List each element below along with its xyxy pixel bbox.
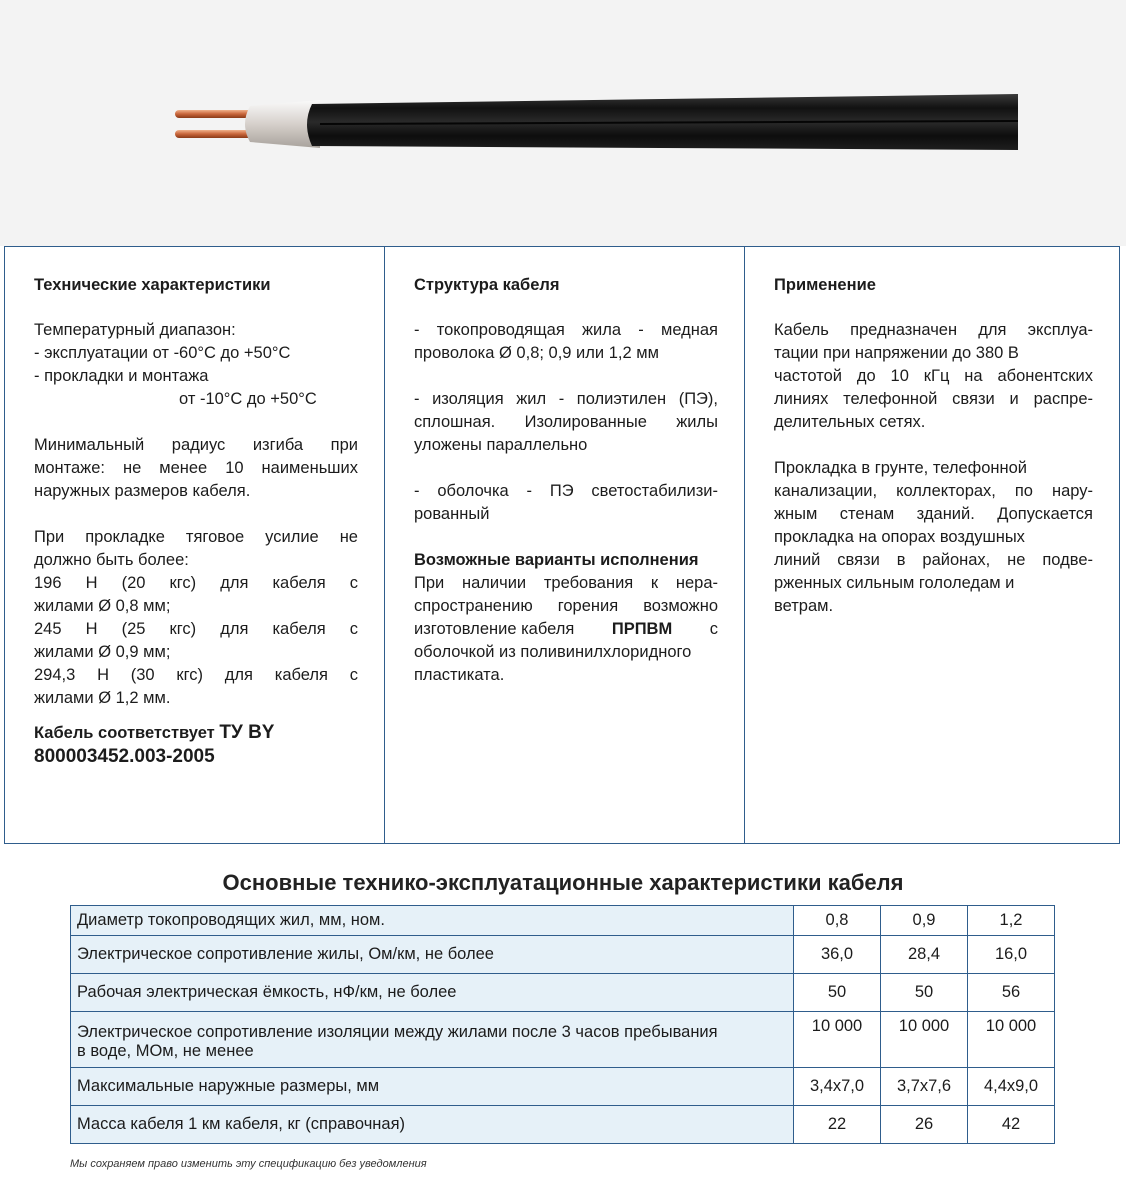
tech-specs-column [5,247,384,843]
value-cell: 26 [881,1106,968,1144]
variants-text: изготовление кабеля [414,620,575,638]
text-line: спространению горения возможно [414,597,718,615]
application-purpose [774,319,1093,434]
text-line: прокладка на опорах воздушных [774,528,1025,546]
text-line: 294,3 Н (30 кгс) для кабеля с [34,666,358,684]
text-line: линиях телефонной связи и распре- [774,390,1093,408]
temperature-range [34,319,358,411]
text-line [414,618,718,641]
text-line: канализации, коллекторах, по нару- [774,482,1093,500]
text-line: - токопроводящая жила - медная [414,321,718,339]
value-cell: 3,7x7,6 [881,1068,968,1106]
structure-heading: Структура кабеля [414,276,560,294]
variants-heading: Возможные варианты исполнения [414,551,699,569]
sheath [414,480,718,526]
value-cell: 10 000 [794,1012,881,1068]
table-row [71,1012,1055,1068]
text-line: - оболочка - ПЭ светостабилизи- [414,482,718,500]
application-installation [774,457,1093,618]
text-line: жилами Ø 1,2 мм. [34,689,171,707]
application-column [744,247,1119,843]
compliance [34,721,358,769]
text-line: При наличии требования к нера- [414,574,718,592]
value-cell: 50 [794,974,881,1012]
value-cell: 42 [968,1106,1055,1144]
text-line: жным стенам зданий. Допускается [774,505,1093,523]
brand-name: ПРПВМ [611,620,673,638]
value-cell: 28,4 [881,936,968,974]
value-cell: 22 [794,1106,881,1144]
table-row [71,906,1055,936]
text-line: уложены параллельно [414,436,588,454]
variants [414,549,718,687]
cable-image [0,0,1126,246]
text-line: сплошная. Изолированные жилы [414,413,718,431]
row-label: Электрическое сопротивление жилы, Ом/км, не более [71,936,794,974]
insulation [414,388,718,457]
compliance-label: Кабель соответствует [34,724,215,742]
text-line: Минимальный радиус изгиба при [34,436,358,454]
value-cell: 10 000 [968,1012,1055,1068]
specs-table [70,905,1055,1144]
text-line: жилами Ø 0,9 мм; [34,643,171,661]
text-line: Кабель предназначен для эксплуа- [774,321,1093,339]
value-cell: 50 [881,974,968,1012]
text-line: частотой до 10 кГц на абонентских [774,367,1093,385]
value-cell: 1,2 [968,906,1055,936]
text-line: При прокладке тяговое усилие не [34,528,358,546]
text-line: жилами Ø 0,8 мм; [34,597,171,615]
text-line: рженных сильным гололедам и [774,574,1015,592]
cable-photo [0,0,1126,246]
value-cell: 0,9 [881,906,968,936]
text-line: линий связи в районах, не подве- [774,551,1093,569]
application-heading: Применение [774,276,876,294]
table-row [71,1106,1055,1144]
temp-title: Температурный диапазон: [34,321,236,339]
text-line: рованный [414,505,490,523]
conductor [414,319,718,365]
text-line: - изоляция жил - полиэтилен (ПЭ), [414,390,718,408]
value-cell: 4,4x9,0 [968,1068,1055,1106]
value-cell: 10 000 [881,1012,968,1068]
text-line: должно быть более: [34,551,189,569]
value-cell: 3,4x7,0 [794,1068,881,1106]
row-label: Рабочая электрическая ёмкость, нФ/км, не более [71,974,794,1012]
text-line: оболочкой из поливинилхлоридного [414,643,692,661]
structure-column [384,247,744,843]
text-line: наружных размеров кабеля. [34,482,251,500]
value-cell: 56 [968,974,1055,1012]
text-line: ветрам. [774,597,834,615]
table-row [71,936,1055,974]
pulling-force [34,526,358,710]
row-label: Масса кабеля 1 км кабеля, кг (справочная) [71,1106,794,1144]
text-line: делительных сетях. [774,413,926,431]
standard-code: ТУ BY 800003452.003-2005 [34,722,275,767]
text-line: тации при напряжении до 380 В [774,344,1019,362]
table-title: Основные технико-эксплуатационные характеристики кабеля [222,870,904,895]
text-line: Прокладка в грунте, телефонной [774,459,1028,477]
info-panel [4,246,1120,844]
table-row [71,974,1055,1012]
value-cell: 16,0 [968,936,1055,974]
row-label: Электрическое сопротивление изоляции между жилами после 3 часов пребывания в воде, МОм, не менее [71,1012,794,1068]
temp-install-range: от -10°С до +50°С [179,390,317,408]
disclaimer-note: Мы сохраняем право изменить эту спецификацию без уведомления [70,1158,427,1170]
table-row [71,1068,1055,1106]
text-line: проволока Ø 0,8; 0,9 или 1,2 мм [414,344,659,362]
text-line: 245 Н (25 кгс) для кабеля с [34,620,358,638]
text-line: пластиката. [414,666,505,684]
tech-specs-heading: Технические характеристики [34,276,271,294]
text-line: 196 Н (20 кгс) для кабеля с [34,574,358,592]
bend-radius [34,434,358,503]
temp-operation: - эксплуатации от -60°С до +50°С [34,344,291,362]
row-label: Максимальные наружные размеры, мм [71,1068,794,1106]
value-cell: 36,0 [794,936,881,974]
value-cell: 0,8 [794,906,881,936]
variants-text: с [709,620,718,638]
text-line: монтаже: не менее 10 наименьших [34,459,358,477]
row-label: Диаметр токопроводящих жил, мм, ном. [71,906,794,936]
temp-install: - прокладки и монтажа [34,367,209,385]
